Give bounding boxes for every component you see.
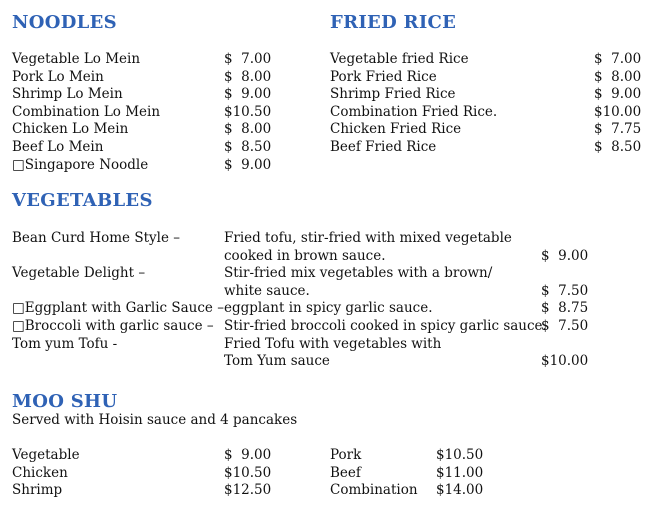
list-item: Tom yum Tofu - [12, 335, 118, 352]
item-price: $10.00 [541, 353, 589, 370]
item-price: $ 9.00 [224, 447, 272, 463]
item-price: $10.00 [594, 103, 642, 120]
item-price: $ 8.50 [594, 138, 642, 155]
list-item: Shrimp Lo Mein [12, 86, 123, 103]
fried-rice-heading: FRIED RICE [330, 12, 457, 33]
item-price: $14.00 [436, 482, 484, 499]
list-item: Chicken [12, 464, 68, 481]
list-item: Vegetable Delight – [12, 265, 146, 282]
item-description: white sauce. [224, 282, 310, 299]
moo-shu-left-prices [224, 447, 271, 500]
list-item: Shrimp Fried Rice [330, 86, 456, 103]
item-price: $ 8.00 [224, 68, 272, 85]
list-item: Combination Lo Mein [12, 103, 161, 120]
vegetables-prices [541, 230, 588, 371]
item-price: $ 9.00 [541, 247, 589, 264]
item-price: $12.50 [224, 482, 272, 499]
item-description: cooked in brown sauce. [224, 247, 386, 264]
item-description: Stir-fried broccoli cooked in spicy garlic sauce. [224, 317, 547, 334]
item-price: $ 7.00 [594, 51, 642, 67]
item-price: $ 8.00 [594, 68, 642, 85]
item-description: Fried Tofu with vegetables with [224, 335, 442, 352]
item-price: $ 9.00 [594, 86, 642, 103]
item-price: $ 9.00 [224, 86, 272, 103]
list-item: Beef Fried Rice [330, 138, 437, 155]
item-price: $10.50 [224, 103, 272, 120]
moo-shu-right-prices [436, 447, 483, 500]
item-price: $10.50 [224, 464, 272, 481]
list-item: □Broccoli with garlic sauce – [12, 317, 214, 334]
list-item: □Eggplant with Garlic Sauce – [12, 300, 224, 317]
list-item: Pork Lo Mein [12, 68, 104, 85]
list-item: Shrimp [12, 482, 63, 499]
item-price: $ 8.00 [224, 121, 272, 138]
list-item: Vegetable fried Rice [330, 51, 469, 67]
list-item: Pork Fried Rice [330, 68, 437, 85]
list-item: Combination [330, 482, 418, 499]
fried-rice-prices [594, 51, 641, 157]
item-description: Fried tofu, stir-fried with mixed vegetable [224, 230, 512, 246]
item-price: $ 7.00 [224, 51, 272, 67]
list-item: Beef [330, 464, 361, 481]
moo-shu-left-names [12, 447, 80, 500]
list-item: Vegetable [12, 447, 80, 463]
item-description: Stir-fried mix vegetables with a brown/ [224, 265, 493, 282]
list-item: Bean Curd Home Style – [12, 230, 180, 246]
list-item: Beef Lo Mein [12, 138, 104, 155]
item-description: Tom Yum sauce [224, 353, 330, 370]
item-price: $ 9.00 [224, 156, 272, 173]
list-item: □Singapore Noodle [12, 156, 149, 173]
list-item: Chicken Fried Rice [330, 121, 462, 138]
vegetables-heading: VEGETABLES [12, 190, 153, 211]
vegetables-descriptions [224, 230, 547, 371]
list-item: Pork [330, 447, 362, 463]
vegetables-names [12, 230, 224, 353]
item-price: $ 8.75 [541, 300, 589, 317]
moo-shu-heading: MOO SHU [12, 391, 118, 412]
moo-shu-subtitle: Served with Hoisin sauce and 4 pancakes [12, 412, 298, 428]
item-price: $10.50 [436, 447, 484, 463]
noodles-heading: NOODLES [12, 12, 117, 33]
noodles-names [12, 51, 160, 174]
moo-shu-right-names [330, 447, 418, 500]
item-description: eggplant in spicy garlic sauce. [224, 300, 433, 317]
item-price: $ 7.50 [541, 317, 589, 334]
item-price: $ 7.75 [594, 121, 642, 138]
item-price: $11.00 [436, 464, 484, 481]
list-item: Vegetable Lo Mein [12, 51, 141, 67]
item-price: $ 8.50 [224, 138, 272, 155]
list-item: Combination Fried Rice. [330, 103, 498, 120]
fried-rice-names [330, 51, 497, 157]
list-item: Chicken Lo Mein [12, 121, 129, 138]
item-price: $ 7.50 [541, 282, 589, 299]
noodles-prices [224, 51, 271, 174]
